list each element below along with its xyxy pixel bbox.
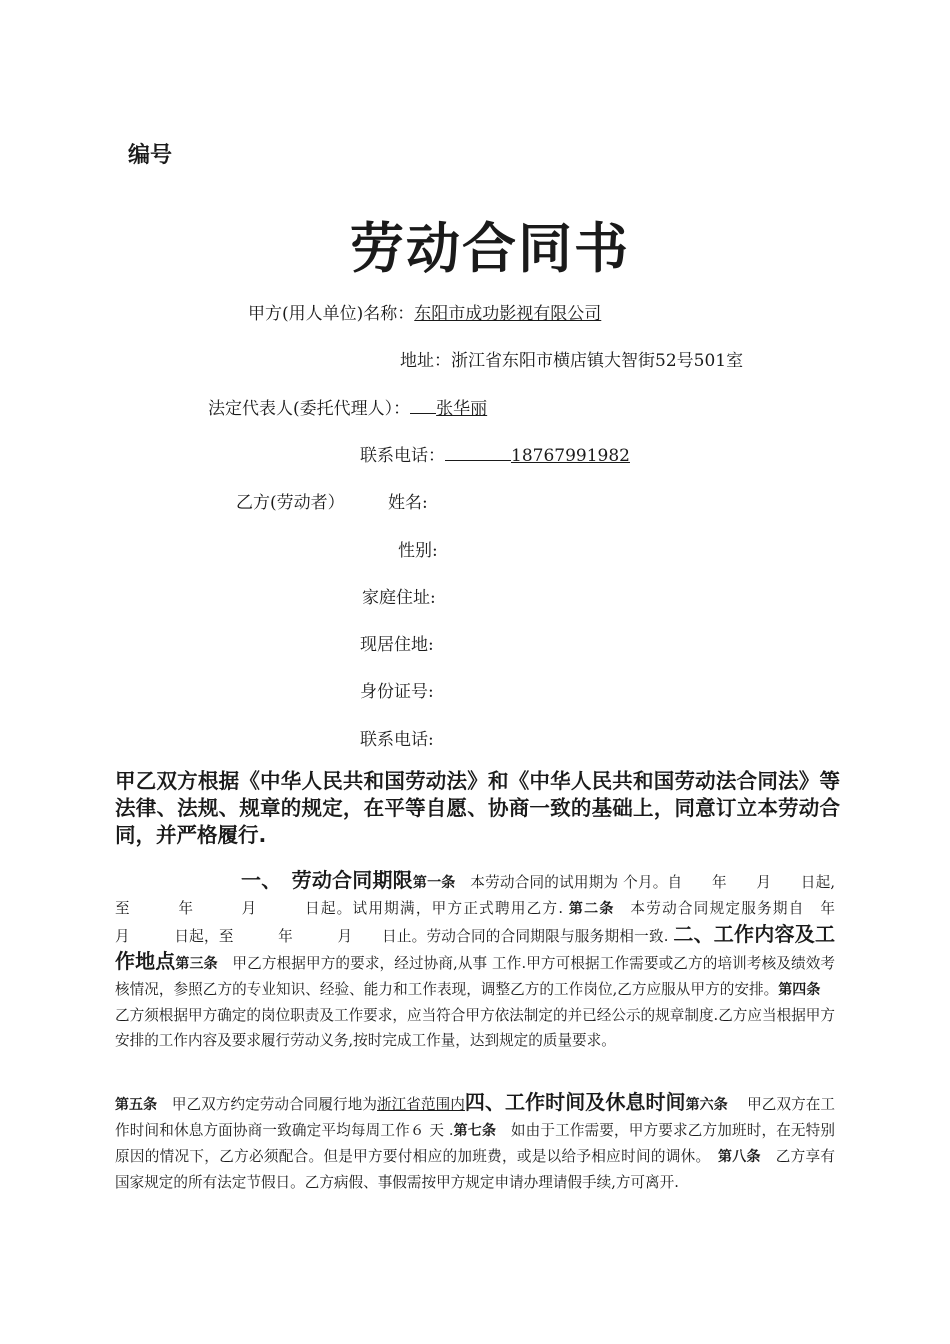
party-a-address-label: 地址： (400, 351, 451, 371)
article-1-text: 本劳动合同的试用期为 个月。自 年 月 日起,至 年 月 日起。试用期满，甲方正式聘用乙方. (115, 874, 836, 917)
party-b-name-label: 姓名: (388, 493, 428, 513)
article-6-text: 甲乙双方在工作时间和休息方面协商一致确定平均每周工作６ 天 . (115, 1096, 836, 1139)
article-3-text: 甲乙方根据甲方的要求，经过协商,从事 工作.甲方可根据工作需要或乙方的培训考核及绩效考核情况，参照乙方的专业知识、经验、能力和工作表现，调整乙方的工作岗位,乙方应服从甲方的安排。 (115, 955, 836, 998)
party-a-representative-label: 法定代表人(委托代理人）： (208, 399, 411, 419)
party-b-current-residence-label: 现居住地: (360, 635, 434, 655)
article-8-text: 乙方享有国家规定的所有法定节假日。乙方病假、事假需按甲方规定申请办理请假手续,方可离开. (115, 1148, 835, 1191)
party-b-home-address-label: 家庭住址: (362, 588, 436, 608)
party-a-address-row (400, 346, 743, 371)
serial-number-label: 编号 (128, 143, 173, 168)
article-8-label: 第八条 (717, 1149, 761, 1165)
article-1-label: 第一条 (412, 875, 456, 891)
contract-body-paragraph-1 (115, 868, 879, 1053)
party-a-name-value: 东阳市成功影视有限公司 (414, 304, 602, 324)
contract-preamble: 甲乙双方根据《中华人民共和国劳动法》和《中华人民共和国劳动法合同法》等法律、法规、规章的规定，在平等自愿、协商一致的基础上，同意订立本劳动合同，并严格履行. (115, 769, 840, 847)
article-7-label: 第七条 (453, 1123, 497, 1139)
party-a-phone-row (360, 441, 630, 466)
article-6-label: 第六条 (685, 1097, 728, 1113)
party-a-phone-label: 联系电话： (360, 446, 445, 466)
article-3-label: 第三条 (175, 956, 218, 972)
article-5-label: 第五条 (115, 1097, 158, 1113)
party-b-gender-label: 性别: (398, 541, 438, 561)
representative-blank-line (410, 397, 436, 414)
party-a-address-value: 浙江省东阳市横店镇大智街52号501室 (451, 351, 744, 371)
section-4-heading: 四、工作时间及休息时间 (464, 1090, 686, 1114)
party-a-representative-value: 张华丽 (436, 399, 488, 419)
section-1-heading: 一、 劳动合同期限 (241, 868, 413, 892)
article-5-place: 浙江省范围内 (377, 1096, 465, 1113)
article-2-label: 第二条 (568, 901, 615, 917)
article-2-text: 本劳动合同规定服务期自 年 月 日起，至 年 月 日止。劳动合同的合同期限与服务期相一致. (115, 900, 879, 945)
party-a-representative-row (208, 394, 487, 419)
phone-blank-line (445, 444, 511, 461)
article-5-text: 甲乙双方约定劳动合同履行地为 (157, 1096, 377, 1113)
party-b-label: 乙方(劳动者） (236, 493, 345, 513)
article-7-text: 如由于工作需要，甲方要求乙方加班时，在无特别原因的情况下，乙方必须配合。但是甲方要付相应的加班费，或是以给予相应时间的调休。 (115, 1122, 835, 1165)
document-title: 劳动合同书 (350, 217, 630, 280)
party-a-name-label: 甲方(用人单位)名称： (248, 304, 415, 324)
party-b-id-number-label: 身份证号: (360, 682, 434, 702)
contract-body-paragraph-2 (115, 1090, 835, 1195)
party-a-phone-value: 18767991982 (511, 446, 630, 466)
section-2-heading: 二、工作内容及工作地点 (115, 922, 835, 973)
article-4-label: 第四条 (778, 982, 821, 998)
article-4-text: 乙方须根据甲方确定的岗位职责及工作要求，应当符合甲方依法制定的并已经公示的规章制度.乙方应当根据甲方安排的工作内容及要求履行劳动义务,按时完成工作量，达到规定的质量要求。 (115, 981, 835, 1049)
party-b-phone-label: 联系电话: (360, 730, 434, 750)
party-a-name-row (248, 299, 601, 324)
